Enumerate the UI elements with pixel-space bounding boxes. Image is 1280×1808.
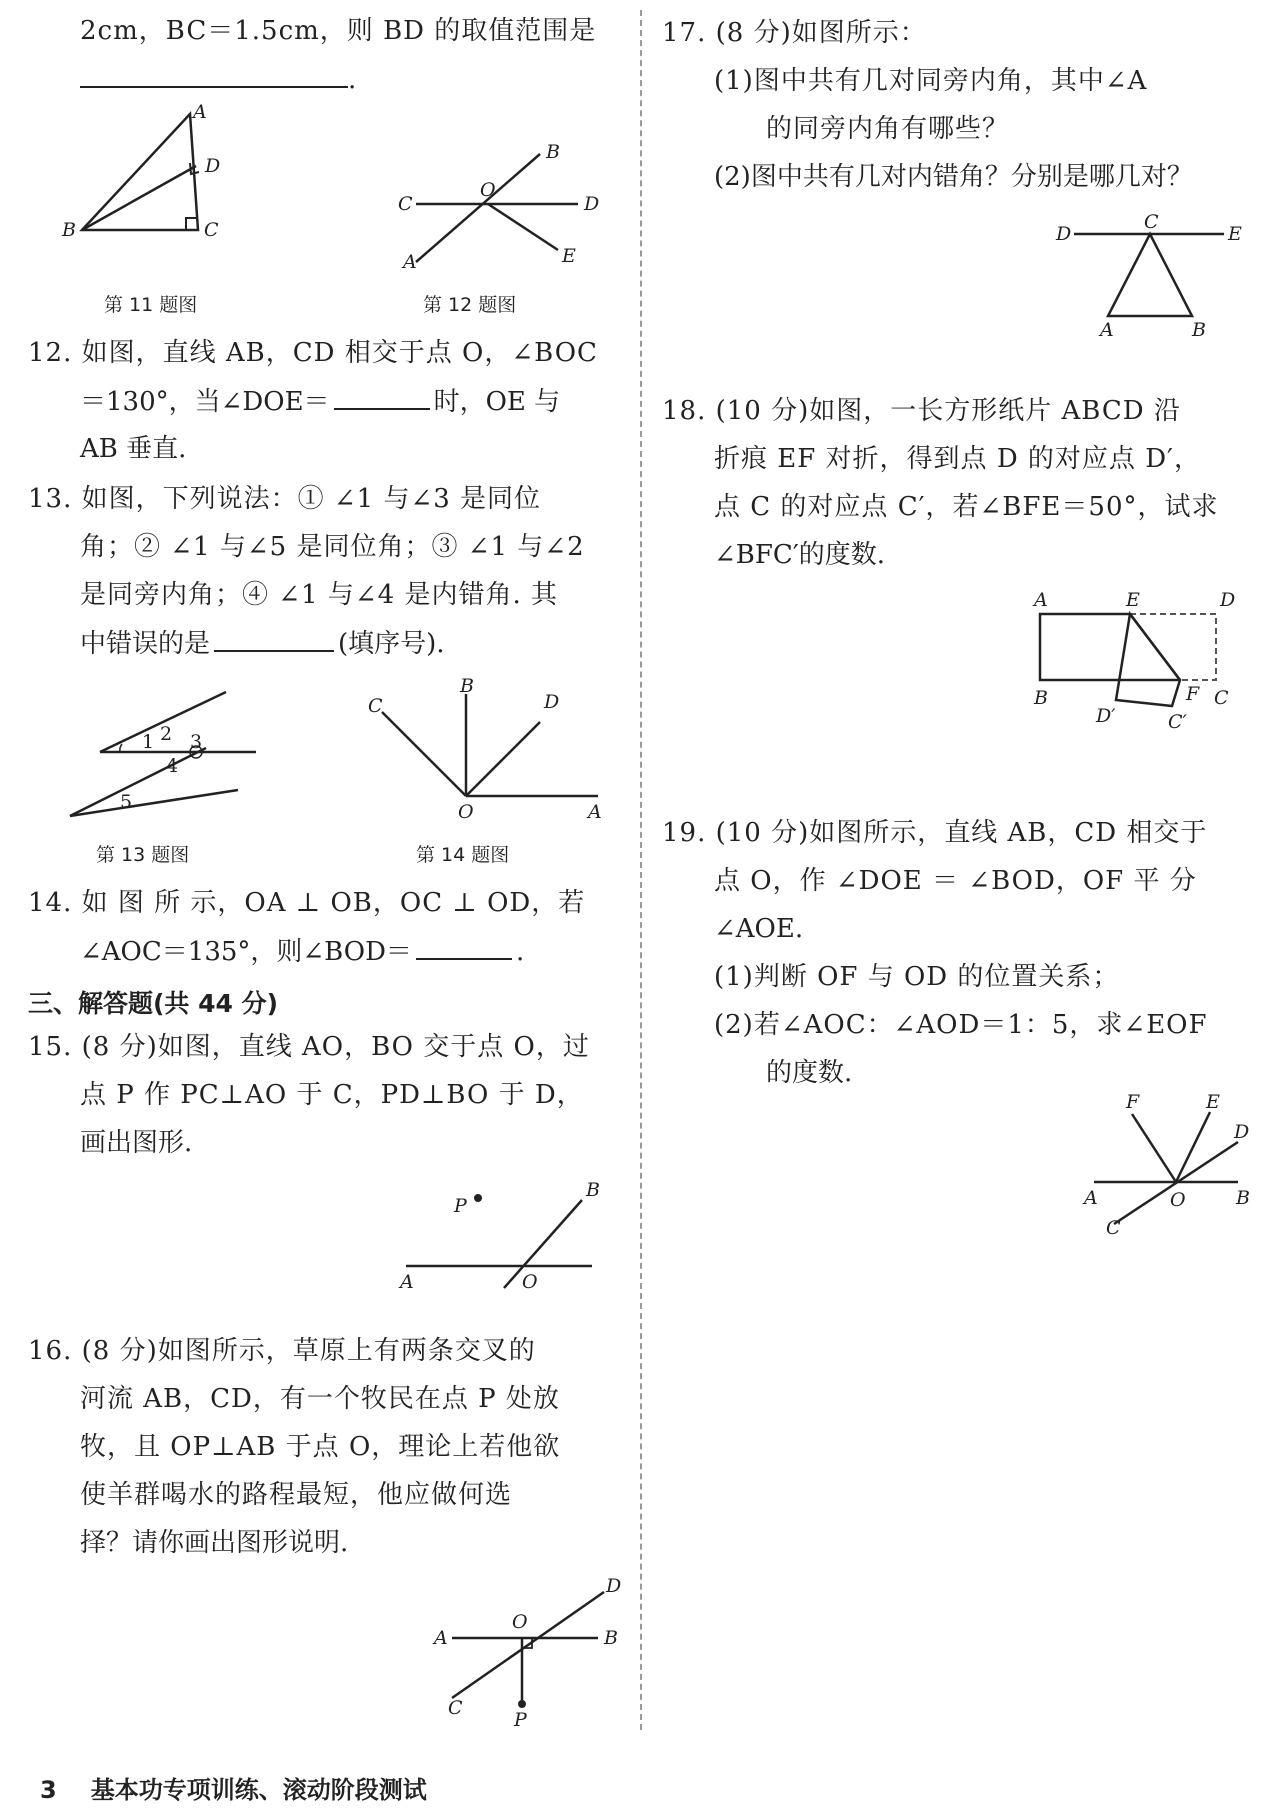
fig19-label-e: E <box>1206 1091 1220 1113</box>
fig13-label-2: 2 <box>160 723 173 745</box>
q16-text-line4: 使羊群喝水的路程最短，他应做何选 <box>80 1480 513 1510</box>
fig16-line-cd <box>452 1592 604 1698</box>
figure-14 <box>348 672 608 832</box>
fig14-caption: 第 14 题图 <box>416 844 510 866</box>
q13-text-line3: 是同旁内角；④ ∠1 与∠4 是内错角. 其 <box>80 580 558 610</box>
fig14-label-c: C <box>368 695 383 717</box>
fig16-label-c: C <box>448 1697 463 1719</box>
q18-text-line3: 点 C 的对应点 C′，若∠BFE＝50°，试求 <box>714 492 1219 522</box>
fig12-label-c: C <box>398 193 413 215</box>
fig14-ray-oc <box>382 712 466 796</box>
q18-text-line1: 18. (10 分)如图，一长方形纸片 ABCD 沿 <box>662 396 1181 426</box>
fig17-triangle <box>1108 234 1192 316</box>
fig11-segment-bd <box>82 166 196 230</box>
fig11-label-c: C <box>204 219 219 241</box>
fig16-label-d: D <box>606 1576 622 1597</box>
q13-line4a: 中错误的是 <box>80 629 211 659</box>
q12-text-line2 <box>80 386 560 417</box>
fig11-triangle <box>82 114 198 230</box>
fig14-ray-od <box>466 722 540 796</box>
q18-text-line2: 折痕 EF 对折，得到点 D 的对应点 D′， <box>714 444 1201 474</box>
fig13-caption: 第 13 题图 <box>96 844 190 866</box>
fig12-label-o: O <box>480 179 496 201</box>
figure-17 <box>1052 210 1252 340</box>
fig14-label-o: O <box>458 801 474 823</box>
fig12-label-a: A <box>403 251 417 273</box>
figure-15 <box>396 1176 606 1316</box>
q19-text-line6: 的度数. <box>766 1058 853 1088</box>
fig16-label-a: A <box>434 1627 448 1649</box>
fig19-label-c: C <box>1106 1217 1121 1236</box>
q15-text-line2: 点 P 作 PC⊥AO 于 C，PD⊥BO 于 D， <box>80 1080 584 1110</box>
fig11-label-d: D <box>205 155 221 177</box>
figure-12 <box>358 140 618 280</box>
fig15-label-b: B <box>586 1179 600 1201</box>
fig13-label-3: 3 <box>190 731 203 753</box>
figure-16 <box>428 1576 628 1736</box>
q17-text-line3: 的同旁内角有哪些？ <box>766 114 1010 144</box>
fig18-folded-part <box>1116 614 1180 706</box>
fig12-caption: 第 12 题图 <box>423 294 517 316</box>
fig15-label-a: A <box>400 1271 414 1293</box>
fig18-label-f: F <box>1186 683 1200 705</box>
fig15-label-p: P <box>454 1195 467 1217</box>
fig11-label-b: B <box>62 219 76 241</box>
q17-text-line4: (2)图中共有几对内错角？分别是哪几对？ <box>714 162 1193 192</box>
fig16-label-o: O <box>512 1611 528 1633</box>
fig16-point-p <box>518 1700 526 1708</box>
fig15-line-bo <box>504 1200 582 1288</box>
page-number: 3 <box>40 1776 57 1804</box>
fig12-label-e: E <box>562 245 576 267</box>
q19-text-line1: 19. (10 分)如图所示，直线 AB，CD 相交于 <box>662 818 1208 848</box>
figure-11 <box>58 100 258 280</box>
q14-text-line1: 14. 如 图 所 示，OA ⊥ OB，OC ⊥ OD，若 <box>28 888 586 918</box>
q12-line2b: 时，OE 与 <box>433 387 561 417</box>
q16-text-line5: 择？请你画出图形说明. <box>80 1528 349 1558</box>
fig11-label-a: A <box>193 101 207 123</box>
fig15-label-o: O <box>522 1271 538 1293</box>
fig18-label-a: A <box>1034 589 1048 611</box>
fig18-label-e: E <box>1126 589 1140 611</box>
fig19-label-o: O <box>1170 1189 1186 1211</box>
q12-answer-blank[interactable] <box>334 386 430 410</box>
q11-end: . <box>348 65 357 95</box>
fig11-caption: 第 11 题图 <box>104 294 198 316</box>
q17-text-line1: 17. (8 分)如图所示： <box>662 18 927 48</box>
figure-18 <box>1022 586 1262 746</box>
q19-text-line2: 点 O，作 ∠DOE ＝ ∠BOD，OF 平 分 <box>714 866 1197 896</box>
fig14-label-d: D <box>544 691 560 713</box>
fig19-label-f: F <box>1126 1091 1140 1113</box>
fig14-label-a: A <box>588 801 602 823</box>
q11-answer-blank[interactable] <box>80 64 348 88</box>
figure-19 <box>1080 1086 1260 1236</box>
fig18-label-d-prime: D′ <box>1096 705 1116 727</box>
fig13-label-1: 1 <box>142 731 155 753</box>
fig13-label-4: 4 <box>166 755 179 777</box>
page-footer <box>40 1770 427 1805</box>
q13-text-line1: 13. 如图，下列说法：① ∠1 与∠3 是同位 <box>28 484 542 514</box>
fig19-label-a: A <box>1084 1187 1098 1209</box>
q14-line2a: ∠AOC＝135°，则∠BOD＝ <box>80 937 412 967</box>
q11-answer-line <box>80 64 356 95</box>
fig12-ray-oe <box>488 204 558 250</box>
fig17-label-b: B <box>1192 319 1206 340</box>
q14-line2b: . <box>515 937 525 967</box>
q13-text-line4 <box>80 628 445 659</box>
q15-text-line3: 画出图形. <box>80 1128 193 1158</box>
fig17-label-a: A <box>1100 319 1114 340</box>
q12-text-line3: AB 垂直. <box>80 434 187 464</box>
fig12-line-ab <box>416 154 540 262</box>
q12-text-line1: 12. 如图，直线 AB，CD 相交于点 O，∠BOC <box>28 338 598 368</box>
q19-text-line3: ∠AOE. <box>714 914 804 944</box>
fig14-label-b: B <box>460 675 474 697</box>
fig12-label-d: D <box>584 193 600 215</box>
fig16-label-b: B <box>604 1627 618 1649</box>
book-title: 基本功专项训练、滚动阶段测试 <box>90 1776 427 1804</box>
fig17-label-d: D <box>1056 223 1072 245</box>
q13-line4b: (填序号). <box>338 629 445 659</box>
q15-text-line1: 15. (8 分)如图，直线 AO，BO 交于点 O，过 <box>28 1032 590 1062</box>
fig19-label-d: D <box>1234 1121 1250 1143</box>
fig19-ray-of <box>1132 1114 1176 1182</box>
q13-answer-blank[interactable] <box>214 628 334 652</box>
fig16-label-p: P <box>514 1709 527 1731</box>
q19-text-line4: (1)判断 OF 与 OD 的位置关系； <box>714 962 1120 992</box>
fig13-label-5: 5 <box>120 791 133 813</box>
section-3-title: 三、解答题(共 44 分) <box>28 989 279 1018</box>
fig18-label-c: C <box>1214 687 1229 709</box>
q16-text-line1: 16. (8 分)如图所示，草原上有两条交叉的 <box>28 1336 536 1366</box>
column-divider <box>640 10 642 1730</box>
q18-text-line4: ∠BFC′的度数. <box>714 540 885 570</box>
fig18-rectangle-left <box>1040 614 1180 680</box>
q14-answer-blank[interactable] <box>416 936 512 960</box>
q14-text-line2 <box>80 936 524 967</box>
fig18-label-d: D <box>1220 589 1236 611</box>
q17-text-line2: (1)图中共有几对同旁内角，其中∠A <box>714 66 1148 96</box>
fig17-label-e: E <box>1228 223 1242 245</box>
q16-text-line2: 河流 AB，CD，有一个牧民在点 P 处放 <box>80 1384 560 1414</box>
fig15-point-p <box>474 1194 482 1202</box>
q12-line2a: ＝130°，当∠DOE＝ <box>80 387 330 417</box>
q11-text-line1: 2cm，BC＝1.5cm，则 BD 的取值范围是 <box>80 16 597 46</box>
fig17-label-c: C <box>1144 211 1159 233</box>
fig19-label-b: B <box>1236 1187 1250 1209</box>
figure-13 <box>58 680 278 830</box>
q16-text-line3: 牧，且 OP⊥AB 于点 O，理论上若他欲 <box>80 1432 561 1462</box>
fig18-label-c-prime: C′ <box>1168 711 1187 733</box>
q19-text-line5: (2)若∠AOC：∠AOD＝1：5，求∠EOF <box>714 1010 1208 1040</box>
fig18-label-b: B <box>1034 687 1048 709</box>
q13-text-line2: 角；② ∠1 与∠5 是同位角；③ ∠1 与∠2 <box>80 532 585 562</box>
fig12-label-b: B <box>546 141 560 163</box>
